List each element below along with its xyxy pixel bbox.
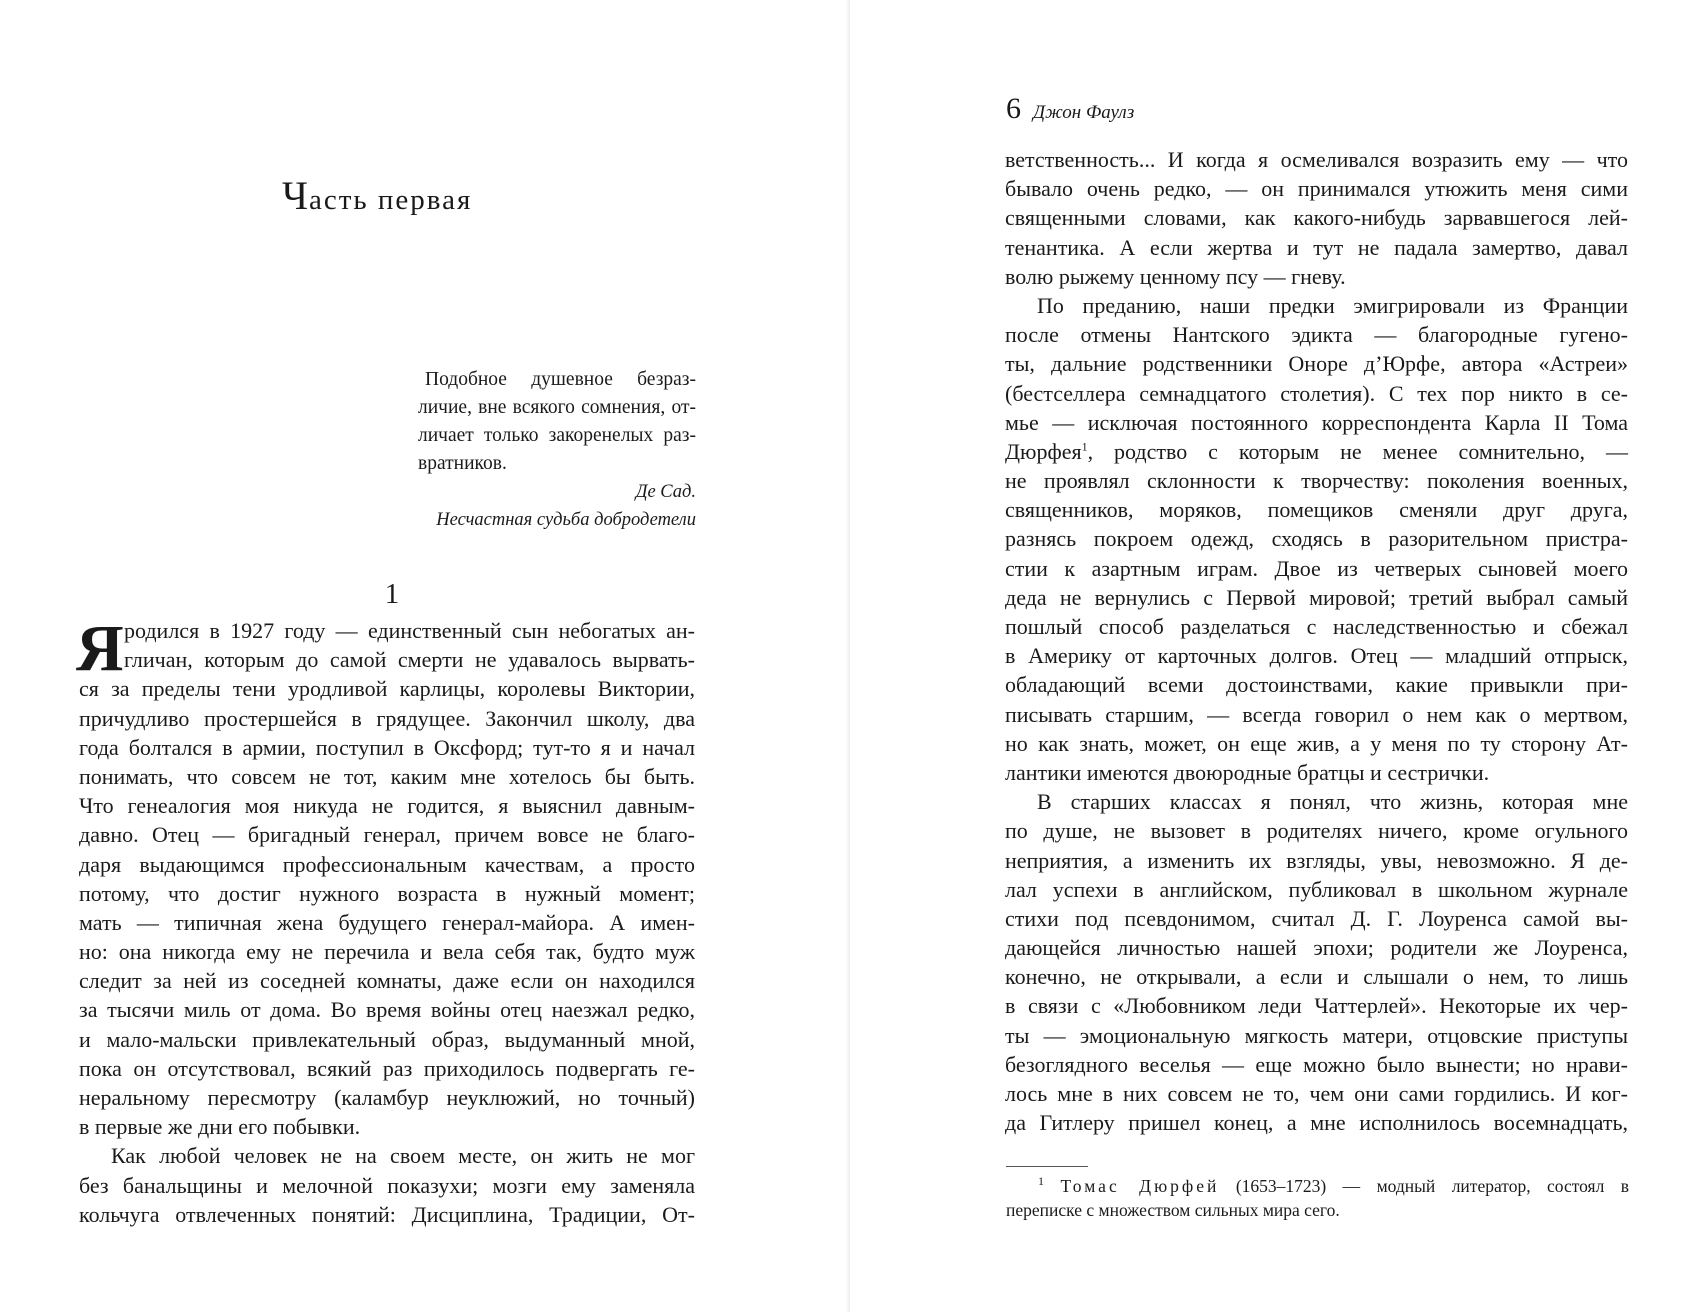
- text-line: даря выдающимся профессиональным качествам, а просто: [79, 851, 695, 877]
- text-line: мье — исключая постоянного корреспондента Карла II Тома: [1005, 409, 1628, 435]
- text-line: в первые же дни его побывки.: [79, 1114, 361, 1140]
- text-line: в связи с «Любовником леди Чаттерлей». Некоторые их чер-: [1005, 993, 1628, 1019]
- footnote-reference[interactable]: 1: [1081, 439, 1088, 454]
- footnote-line: переписке с множеством сильных мира сего.: [1006, 1200, 1340, 1220]
- text-line: и мало-мальски привлекательный образ, выдуманный мной,: [79, 1026, 695, 1052]
- footnote-name: Томас Дюрфей: [1060, 1176, 1220, 1196]
- text-line: давно. Отец — бригадный генерал, причем вовсе не благо-: [79, 822, 695, 848]
- running-head: [1006, 92, 1134, 126]
- text-line: в Америку от карточных долгов. Отец — младший отпрыск,: [1005, 643, 1628, 669]
- text-line: священными словами, как какого-нибудь зарвавшегося лей-: [1005, 205, 1628, 231]
- text-line: стии к азартным играм. Двое из четверых сыновей моего: [1005, 555, 1628, 581]
- footnote-rule: [1006, 1166, 1088, 1167]
- text-line: тенантика. А если жертва и тут не падала замертво, давал: [1005, 234, 1628, 260]
- footnote-marker: 1: [1038, 1174, 1044, 1189]
- text-line: бывало очень редко, — он принимался утюжить меня сими: [1005, 176, 1628, 202]
- epigraph-line: личает только закоренелых раз-: [418, 425, 696, 446]
- text-line: разнясь покроем одежд, сходясь в разорительном пристра-: [1005, 526, 1628, 552]
- text-line: понимать, что совсем не тот, каким мне хотелось бы быть.: [79, 763, 695, 789]
- epigraph-work: Несчастная судьба добродетели: [436, 510, 696, 530]
- text-line: Что генеалогия моя никуда не годится, я выяснил давным-: [79, 793, 695, 819]
- text-line: пока он отсутствовал, всякий раз приходилось подвергать ге-: [79, 1055, 695, 1081]
- text-line: не проявлял склонности к творчеству: поколения военных,: [1005, 468, 1628, 494]
- text-line: но: она никогда ему не перечила и вела себя так, будто муж: [79, 939, 695, 965]
- text-line: волю рыжему ценному псу — гневу.: [1005, 263, 1346, 289]
- part-title-rest: асть первая: [309, 184, 473, 216]
- epigraph-line: личие, вне всякого сомнения, от-: [418, 397, 696, 418]
- epigraph: [418, 366, 696, 534]
- text-line: мать — типичная жена будущего генерал-майора. А имен-: [79, 909, 695, 935]
- text-line: но как знать, может, он еще жив, а у меня по ту сторону Ат-: [1005, 730, 1628, 756]
- text-line: пошлый способ разделаться с наследственностью и сбежал: [1005, 614, 1628, 639]
- text-line: да Гитлеру пришел конец, а мне исполнилось восемнадцать,: [1005, 1110, 1628, 1136]
- text-line-with-note: [1005, 437, 1628, 466]
- text-line: родился в 1927 году — единственный сын небогатых ан-: [124, 618, 695, 643]
- text-line: священников, моряков, помещиков сменяли друг друга,: [1005, 497, 1628, 523]
- epigraph-line: Подобное душевное безраз-: [425, 369, 696, 390]
- page-number: 6: [1006, 92, 1021, 125]
- text-line: причудливо простершейся в грядущее. Закончил школу, два: [79, 705, 695, 731]
- text-line: года болтался в армии, поступил в Оксфорд; тут-то я и начал: [79, 734, 695, 760]
- text-line: ветственность... И когда я осмеливался возразить ему — что: [1005, 147, 1628, 172]
- text-line: Как любой человек не на своем месте, он жить не мог: [111, 1143, 695, 1169]
- text-line: По преданию, наши предки эмигрировали из Франции: [1037, 292, 1628, 318]
- footnote-text: (1653–1723) — модный литератор, состоял в: [1235, 1176, 1630, 1196]
- text-line: В старших классах я понял, что жизнь, которая мне: [1037, 789, 1628, 815]
- left-body-text: [79, 616, 695, 1229]
- text-line: за тысячи миль от дома. Во время войны отец наезжал редко,: [79, 997, 695, 1023]
- text-line: потому, что достиг нужного возраста в нужный момент;: [79, 880, 695, 906]
- text-line: обладающий всеми достоинствами, какие привыкли при-: [1005, 672, 1628, 698]
- text-line: гличан, которым до самой смерти не удавалось вырвать-: [124, 647, 695, 673]
- text-line: по душе, не вызовет в родителях ничего, кроме огульного: [1005, 818, 1628, 844]
- text-line: следит за ней из соседней комнаты, даже если он находился: [79, 968, 695, 994]
- text-line: безоглядного веселья — еще можно было вынести; но нрави-: [1005, 1051, 1628, 1077]
- epigraph-author: Де Сад.: [635, 482, 696, 502]
- text-line: ся за пределы тени уродливой карлицы, королевы Виктории,: [79, 676, 695, 702]
- text-line: лантики имеются двоюродные братцы и сестрички.: [1005, 759, 1490, 785]
- text-line: лал успехи в английском, публиковал в школьном журнале: [1005, 876, 1628, 902]
- text-line: деда не вернулись с Первой мировой; третий выбрал самый: [1005, 584, 1628, 610]
- text-line: стихи под псевдонимом, считал Д. Г. Лоуренса самой вы-: [1005, 905, 1628, 931]
- text-line: неприятия, а изменить их взгляды, увы, невозможно. Я де-: [1005, 847, 1628, 873]
- text-line: лось мне в них совсем не то, чем они сами гордились. И ког-: [1005, 1081, 1628, 1106]
- part-title-initial: Ч: [282, 173, 309, 218]
- text-line: (бестселлера семнадцатого столетия). С тех пор никто в се-: [1005, 380, 1628, 406]
- part-title: [282, 172, 472, 219]
- text-line: дающейся личностью нашей эпохи; родители же Лоуренса,: [1005, 935, 1628, 961]
- chapter-number: 1: [384, 578, 400, 610]
- right-body-text: [1005, 145, 1628, 1137]
- footnote: [1006, 1174, 1629, 1222]
- text-line: писывать старшим, — всегда говорил о нем как о мертвом,: [1005, 701, 1628, 727]
- epigraph-line: вратников.: [418, 453, 507, 474]
- note-line-end: , родство с которым не менее сомнительно, —: [1087, 438, 1628, 464]
- footnote-line: [1006, 1174, 1629, 1198]
- text-line: ты — эмоциональную мягкость матери, отцовские приступы: [1005, 1022, 1628, 1048]
- text-line: ты, дальние родственники Оноре д’Юрфе, автора «Астреи»: [1005, 351, 1628, 377]
- text-line: конечно, не открывали, а если и слышали о нем, то лишь: [1005, 964, 1628, 990]
- running-title: Джон Фаулз: [1033, 102, 1135, 123]
- text-line: неральному пересмотру (каламбур неуклюжий, но точный): [79, 1085, 695, 1110]
- drop-cap: Я: [76, 612, 124, 685]
- text-line: после отмены Нантского эдикта — благородные гугено-: [1005, 322, 1628, 348]
- text-line: без банальщины и мелочной показухи; мозги ему заменяла: [79, 1172, 695, 1198]
- text-line: кольчуга отвлеченных понятий: Дисциплина, Традиции, От-: [79, 1201, 695, 1227]
- note-line-start: Дюрфея: [1005, 438, 1082, 464]
